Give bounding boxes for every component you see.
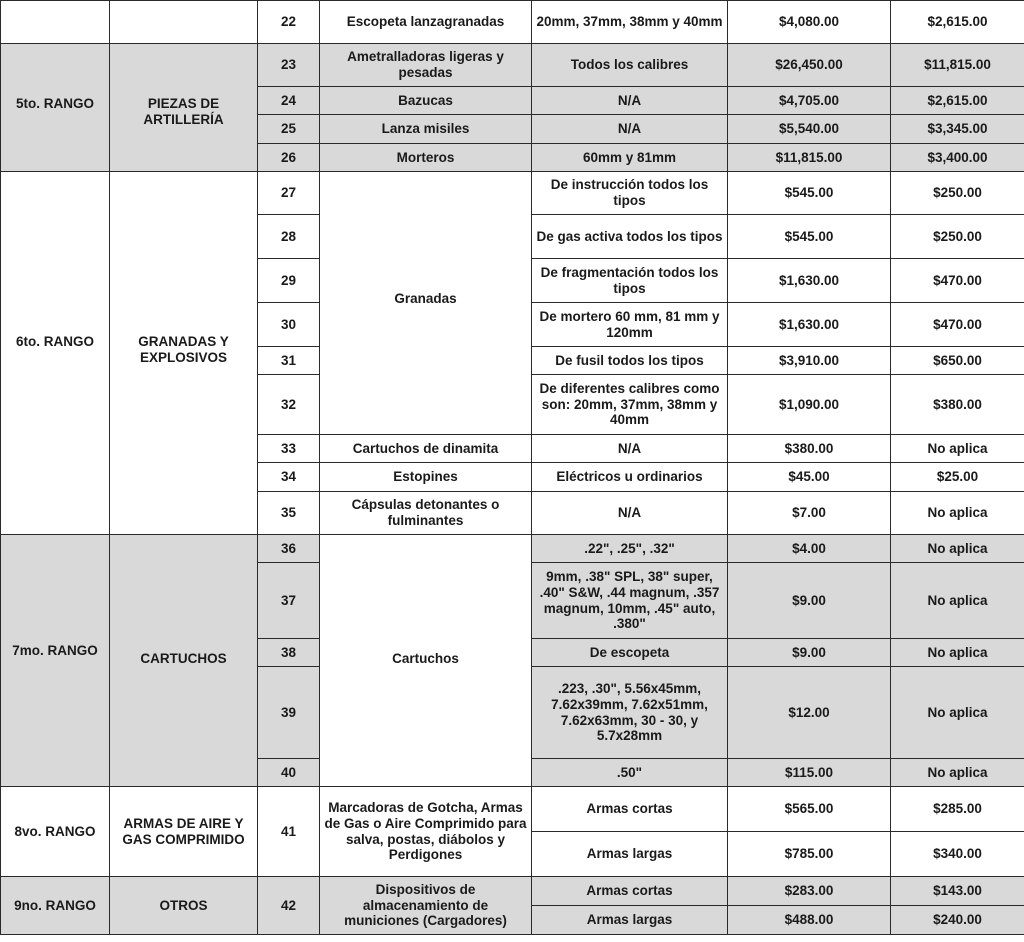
row-number: 32 — [258, 375, 320, 435]
calibre-cell: De fusil todos los tipos — [532, 347, 728, 375]
precio1-cell: $545.00 — [728, 172, 891, 215]
categoria-cell: PIEZAS DE ARTILLERÍA — [110, 44, 258, 172]
arma-cell: Lanza misiles — [320, 115, 532, 144]
row-number: 24 — [258, 87, 320, 115]
arma-cell: Marcadoras de Gotcha, Armas de Gas o Aire Comprimido para salva, postas, diábolos y Perdigones — [320, 787, 532, 877]
arma-cell: Bazucas — [320, 87, 532, 115]
precio2-cell: No aplica — [891, 639, 1024, 667]
categoria-cell: CARTUCHOS — [110, 535, 258, 787]
precio1-cell: $26,450.00 — [728, 44, 891, 87]
precio2-cell: $470.00 — [891, 303, 1024, 347]
rango-cell: 7mo. RANGO — [1, 535, 110, 787]
rango-cell — [1, 1, 110, 44]
precio1-cell: $4,705.00 — [728, 87, 891, 115]
calibre-cell: N/A — [532, 115, 728, 144]
precio2-cell: $340.00 — [891, 832, 1024, 877]
categoria-cell: GRANADAS Y EXPLOSIVOS — [110, 172, 258, 535]
row-number: 40 — [258, 759, 320, 787]
precio1-cell: $45.00 — [728, 463, 891, 492]
arma-cell: Cartuchos de dinamita — [320, 435, 532, 463]
precio1-cell: $5,540.00 — [728, 115, 891, 144]
row-number: 37 — [258, 563, 320, 639]
row-number: 34 — [258, 463, 320, 492]
row-number: 31 — [258, 347, 320, 375]
precio1-cell: $283.00 — [728, 877, 891, 906]
precio1-cell: $4.00 — [728, 535, 891, 563]
table-row — [1, 877, 1024, 906]
precio2-cell: $2,615.00 — [891, 87, 1024, 115]
precio2-cell: No aplica — [891, 535, 1024, 563]
precio1-cell: $1,090.00 — [728, 375, 891, 435]
calibre-cell: N/A — [532, 435, 728, 463]
precio1-cell: $3,910.00 — [728, 347, 891, 375]
calibre-cell: 20mm, 37mm, 38mm y 40mm — [532, 1, 728, 44]
table-row — [1, 787, 1024, 832]
calibre-cell: .50" — [532, 759, 728, 787]
calibre-cell: Armas cortas — [532, 787, 728, 832]
row-number: 29 — [258, 259, 320, 303]
row-number: 25 — [258, 115, 320, 144]
precio1-cell: $115.00 — [728, 759, 891, 787]
precio1-cell: $9.00 — [728, 639, 891, 667]
arma-cell: Granadas — [320, 172, 532, 435]
calibre-cell: Armas largas — [532, 906, 728, 935]
precio2-cell: $11,815.00 — [891, 44, 1024, 87]
rango-cell: 9no. RANGO — [1, 877, 110, 935]
arma-cell: Cartuchos — [320, 535, 532, 787]
precio1-cell: $9.00 — [728, 563, 891, 639]
arma-cell: Morteros — [320, 144, 532, 172]
precio2-cell: No aplica — [891, 492, 1024, 535]
precio1-cell: $7.00 — [728, 492, 891, 535]
calibre-cell: De gas activa todos los tipos — [532, 215, 728, 259]
row-number: 42 — [258, 877, 320, 935]
categoria-cell — [110, 1, 258, 44]
row-number: 38 — [258, 639, 320, 667]
row-number: 30 — [258, 303, 320, 347]
precio2-cell: $650.00 — [891, 347, 1024, 375]
precio2-cell: $250.00 — [891, 215, 1024, 259]
row-number: 27 — [258, 172, 320, 215]
precio2-cell: $2,615.00 — [891, 1, 1024, 44]
rango-cell: 8vo. RANGO — [1, 787, 110, 877]
arma-cell: Ametralladoras ligeras y pesadas — [320, 44, 532, 87]
categoria-cell: OTROS — [110, 877, 258, 935]
precio1-cell: $12.00 — [728, 667, 891, 759]
arma-cell: Estopines — [320, 463, 532, 492]
precio1-cell: $11,815.00 — [728, 144, 891, 172]
precio1-cell: $4,080.00 — [728, 1, 891, 44]
table-row — [1, 44, 1024, 87]
calibre-cell: De instrucción todos los tipos — [532, 172, 728, 215]
calibre-cell: Armas cortas — [532, 877, 728, 906]
precio2-cell: No aplica — [891, 667, 1024, 759]
row-number: 35 — [258, 492, 320, 535]
precio2-cell: $470.00 — [891, 259, 1024, 303]
table-row — [1, 172, 1024, 215]
precio1-cell: $565.00 — [728, 787, 891, 832]
arma-cell: Escopeta lanzagranadas — [320, 1, 532, 44]
categoria-cell: ARMAS DE AIRE Y GAS COMPRIMIDO — [110, 787, 258, 877]
precio2-cell: $380.00 — [891, 375, 1024, 435]
precio2-cell: No aplica — [891, 759, 1024, 787]
row-number: 41 — [258, 787, 320, 877]
precio2-cell: $250.00 — [891, 172, 1024, 215]
calibre-cell: De fragmentación todos los tipos — [532, 259, 728, 303]
row-number: 22 — [258, 1, 320, 44]
row-number: 33 — [258, 435, 320, 463]
precio1-cell: $1,630.00 — [728, 303, 891, 347]
calibre-cell: N/A — [532, 492, 728, 535]
calibre-cell: 9mm, .38" SPL, 38" super, .40" S&W, .44 magnum, .357 magnum, 10mm, .45" auto, .380" — [532, 563, 728, 639]
row-number: 28 — [258, 215, 320, 259]
precio1-cell: $785.00 — [728, 832, 891, 877]
row-number: 36 — [258, 535, 320, 563]
precio2-cell: $143.00 — [891, 877, 1024, 906]
row-number: 26 — [258, 144, 320, 172]
precio2-cell: No aplica — [891, 563, 1024, 639]
calibre-cell: De mortero 60 mm, 81 mm y 120mm — [532, 303, 728, 347]
precio1-cell: $488.00 — [728, 906, 891, 935]
precio1-cell: $380.00 — [728, 435, 891, 463]
calibre-cell: Eléctricos u ordinarios — [532, 463, 728, 492]
precio2-cell: $3,345.00 — [891, 115, 1024, 144]
precio2-cell: $285.00 — [891, 787, 1024, 832]
calibre-cell: .22", .25", .32" — [532, 535, 728, 563]
arma-cell: Dispositivos de almacenamiento de municiones (Cargadores) — [320, 877, 532, 935]
precio2-cell: $25.00 — [891, 463, 1024, 492]
row-number: 23 — [258, 44, 320, 87]
precio2-cell: No aplica — [891, 435, 1024, 463]
table-row — [1, 535, 1024, 563]
calibre-cell: 60mm y 81mm — [532, 144, 728, 172]
rango-cell: 5to. RANGO — [1, 44, 110, 172]
precio2-cell: $240.00 — [891, 906, 1024, 935]
calibre-cell: .223, .30", 5.56x45mm, 7.62x39mm, 7.62x51mm, 7.62x63mm, 30 - 30, y 5.7x28mm — [532, 667, 728, 759]
calibre-cell: De escopeta — [532, 639, 728, 667]
calibre-cell: Armas largas — [532, 832, 728, 877]
arma-cell: Cápsulas detonantes o fulminantes — [320, 492, 532, 535]
calibre-cell: N/A — [532, 87, 728, 115]
precio1-cell: $545.00 — [728, 215, 891, 259]
precio1-cell: $1,630.00 — [728, 259, 891, 303]
calibre-cell: Todos los calibres — [532, 44, 728, 87]
calibre-cell: De diferentes calibres como son: 20mm, 37mm, 38mm y 40mm — [532, 375, 728, 435]
precio2-cell: $3,400.00 — [891, 144, 1024, 172]
table-row — [1, 1, 1024, 44]
row-number: 39 — [258, 667, 320, 759]
rango-cell: 6to. RANGO — [1, 172, 110, 535]
